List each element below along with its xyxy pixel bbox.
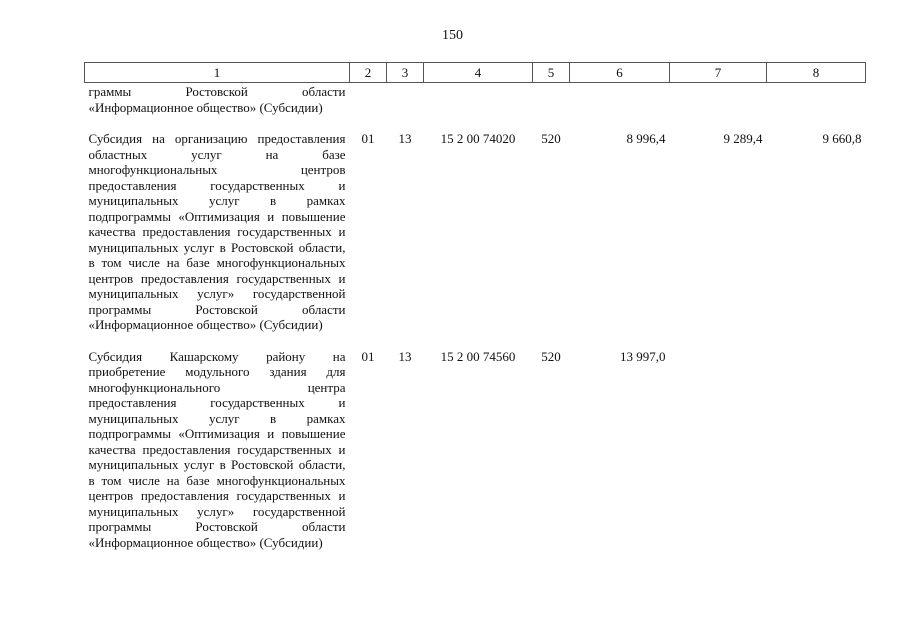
row-description: Субсидия на организацию предоставления областных услуг на базе многофункциональных центров предоставления государственных и муниципальных услуг в рамках подпрограммы «Оптимизация и повышение качества предоставления государственных и муниципальных услуг в Ростовской области, в том числе на базе многофункциональных центров предоставления государственных и муниципальных услуг» государственной программы Ростовской области «Информационное общество» (Субсидии): [88, 131, 346, 332]
column-header: 4: [424, 63, 533, 83]
row-expense-type: 520: [541, 131, 561, 146]
row-expense-type: [533, 83, 570, 116]
header-row: [85, 63, 866, 83]
row-target-article: [424, 83, 533, 116]
row-amount-year1: [570, 83, 670, 116]
row-subsection: 13: [398, 131, 412, 146]
column-header: 7: [670, 63, 767, 83]
row-section: 01: [361, 131, 375, 146]
row-target-article: 15 2 00 74560: [440, 348, 516, 364]
row-amount-year2: [670, 333, 767, 551]
row-amount-year2: 9 289,4: [723, 131, 763, 146]
row-section: [350, 83, 387, 116]
budget-table: [84, 62, 866, 550]
row-subsection: [387, 83, 424, 116]
column-header: 5: [533, 63, 570, 83]
row-subsection: 13: [398, 348, 412, 364]
table-row: [85, 83, 866, 116]
row-section: 01: [361, 348, 375, 364]
row-description: Субсидия Кашарскому району на приобретение модульного здания для многофункционального центра предоставления государственных и муниципальных услуг в рамках подпрограммы «Оптимизация и повышение качества предоставления государственных и муниципальных услуг в Ростовской области, в том числе на базе многофункциональных центров предоставления государственных и муниципальных услуг» государственной программы Ростовской области «Информационное общество» (Субсидии): [88, 348, 346, 550]
row-amount-year1: 8 996,4: [626, 131, 666, 146]
column-header: 1: [85, 63, 350, 83]
row-amount-year1: 13 997,0: [620, 348, 666, 364]
column-header: 3: [387, 63, 424, 83]
row-expense-type: 520: [541, 348, 561, 364]
table-row: [85, 333, 866, 551]
column-header: 2: [350, 63, 387, 83]
row-amount-year3: 9 660,8: [822, 131, 862, 146]
row-amount-year2: [670, 83, 767, 116]
row-amount-year3: [767, 333, 866, 551]
row-amount-year3: [767, 83, 866, 116]
row-target-article: 15 2 00 74020: [440, 131, 516, 146]
row-description: граммы Ростовской области «Информационное общество» (Субсидии): [88, 84, 346, 115]
table-row: [85, 115, 866, 333]
column-header: 6: [570, 63, 670, 83]
page-number: 150: [442, 28, 463, 43]
column-header: 8: [767, 63, 866, 83]
